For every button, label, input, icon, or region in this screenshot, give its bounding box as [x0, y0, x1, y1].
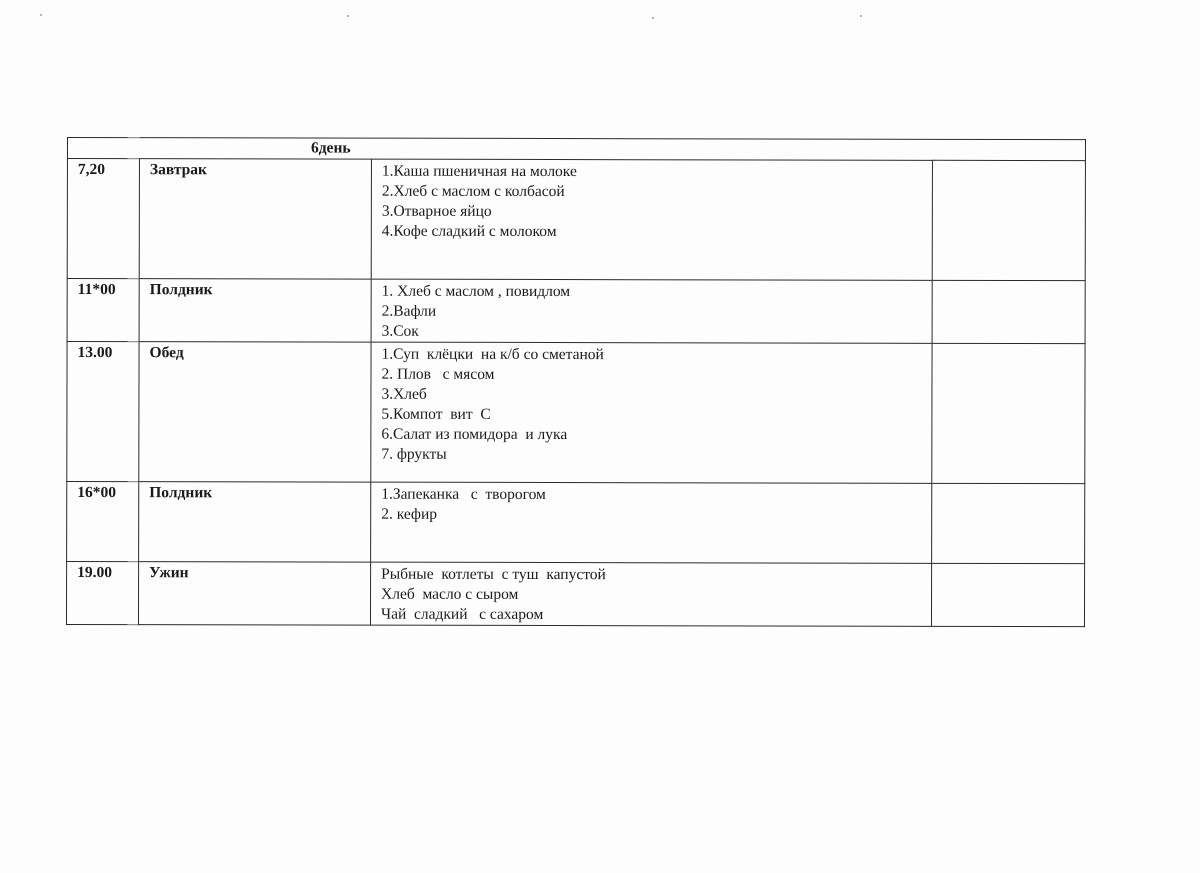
meal-name: Ужин [138, 562, 370, 625]
note-cell [932, 160, 1085, 280]
note-cell [932, 483, 1085, 563]
menu-item: 3.Отварное яйцо [381, 202, 492, 220]
menu-item: 2. Плов с мясом [381, 365, 495, 383]
day-header [67, 138, 1085, 161]
menu-item: 5.Компот вит С [381, 405, 491, 423]
meal-items [371, 279, 932, 343]
table-header-row [67, 138, 1085, 161]
menu-item: 2. кефир [381, 505, 438, 523]
menu-item: 1.Каша пшеничная на молоке [381, 162, 577, 181]
menu-item: 6.Салат из помидора и лука [381, 425, 568, 444]
meal-name: Обед [139, 342, 371, 482]
scan-speck [860, 15, 862, 17]
scan-speck [40, 14, 42, 16]
table-row [67, 482, 1085, 564]
table-row [67, 279, 1085, 344]
menu-item: 2.Хлеб с маслом с колбасой [381, 182, 565, 201]
meal-time: 13.00 [67, 342, 139, 482]
menu-item: 4.Кофе сладкий с молоком [381, 222, 557, 241]
menu-item: 1.Запеканка с творогом [381, 485, 546, 504]
meal-name: Завтрак [139, 159, 371, 279]
meal-time: 16*00 [67, 482, 139, 562]
meal-time: 19.00 [66, 562, 138, 625]
scan-speck [347, 15, 349, 17]
meal-name: Полдник [139, 279, 371, 342]
table-row [67, 159, 1085, 281]
menu-item: 2.Вафли [381, 302, 437, 320]
menu-item: 1.Суп клёцки на к/б со сметаной [381, 345, 604, 364]
meal-items [371, 482, 932, 563]
day-label: 6день [310, 139, 351, 157]
meal-items [370, 562, 931, 626]
meal-name: Полдник [139, 482, 371, 562]
menu-item: 1. Хлеб с маслом , повидлом [381, 282, 571, 301]
menu-item: 3.Хлеб [381, 385, 427, 403]
meal-items [371, 159, 932, 280]
meal-items [371, 342, 932, 483]
table-row [66, 562, 1084, 627]
menu-item: Хлеб масло с сыром [381, 585, 519, 603]
menu-item: Чай сладкий с сахаром [380, 605, 544, 623]
menu-item: 3.Сок [381, 322, 419, 340]
meal-time: 11*00 [67, 279, 139, 342]
meal-time: 7,20 [67, 159, 139, 279]
menu-item: Рыбные котлеты с туш капустой [381, 565, 606, 584]
menu-item: 7. фрукты [381, 445, 447, 463]
table-row [67, 342, 1085, 484]
menu-table [66, 137, 1086, 627]
scan-speck [652, 17, 654, 19]
note-cell [931, 563, 1084, 626]
note-cell [932, 280, 1085, 343]
note-cell [932, 343, 1085, 483]
